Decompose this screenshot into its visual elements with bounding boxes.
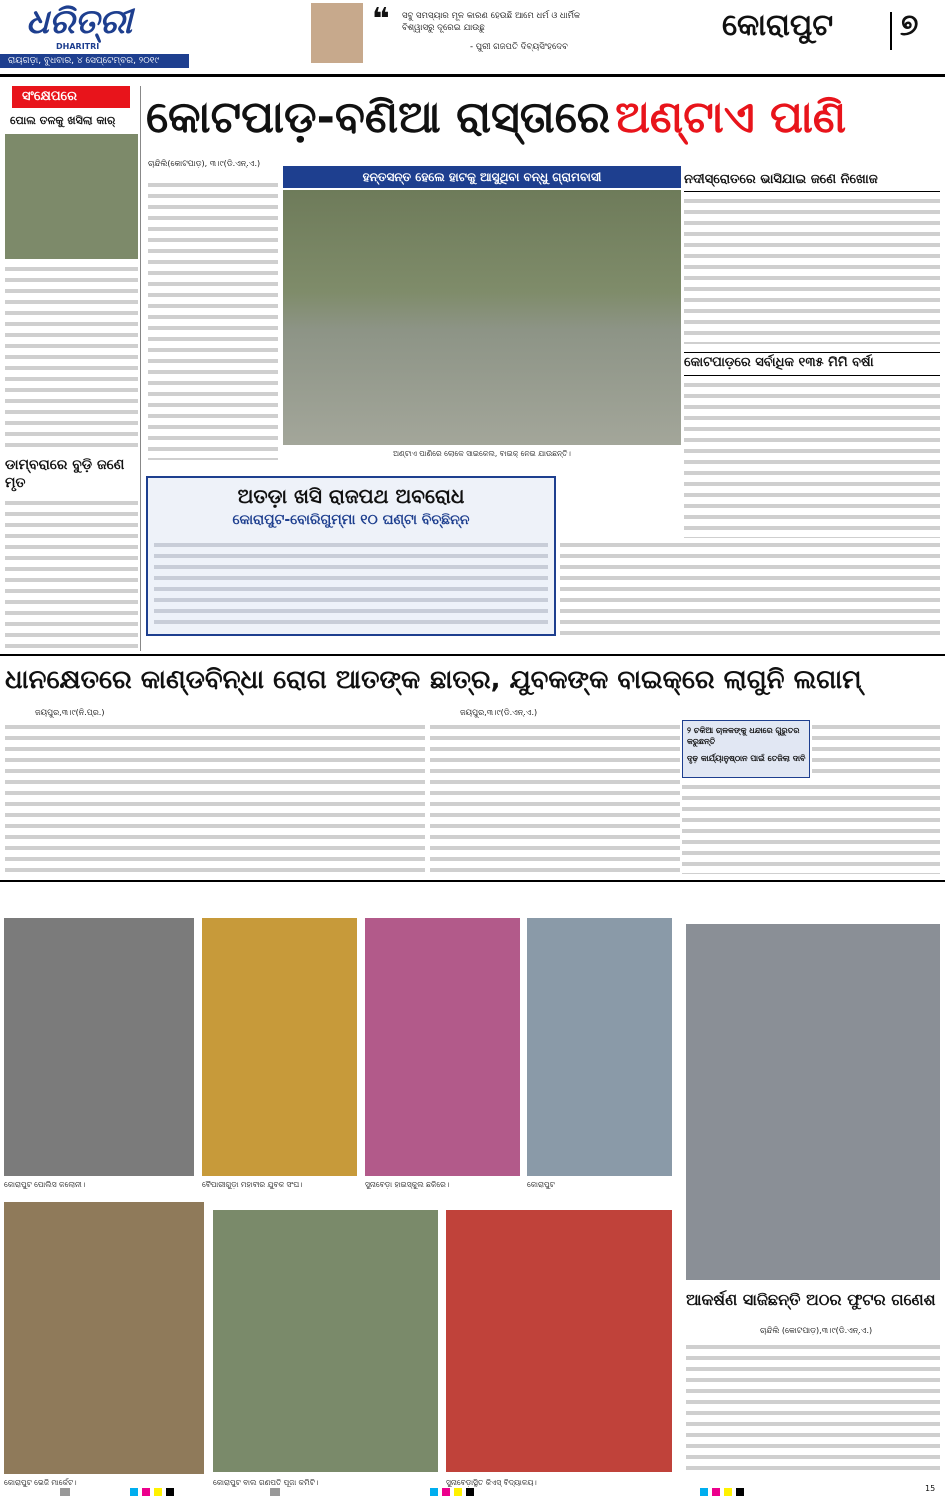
- lead-headline: [146, 84, 941, 154]
- section-divider: [890, 12, 892, 50]
- logo-sub: DHARITRI: [56, 42, 100, 51]
- story3-body: [684, 380, 940, 538]
- gallery-photo-4: [527, 918, 672, 1176]
- story3-headline: କୋଟପାଡ଼ରେ ସର୍ବାଧିକ ୧୩୫ ମିମି ବର୍ଷା: [684, 352, 940, 376]
- mid-left-body: [5, 722, 425, 872]
- mid-right-body-3: [812, 722, 940, 780]
- mid-right-headline: ଛାତ୍ର, ଯୁବକଙ୍କ ବାଇକ୍‌ରେ ଲାଗୁନି ଲଗାମ୍: [430, 665, 862, 695]
- mid-right-byline: ଜୟପୁର,୩।୯(ଡି.ଏନ୍.ଏ.): [460, 708, 538, 717]
- gallery-photo-3: [365, 918, 520, 1176]
- quote-text: ସବୁ ସମସ୍ୟାର ମୂଳ କାରଣ ହେଉଛି ଆମେ ଧର୍ମ ଓ ଧାର୍ମିକ ବିଶ୍ୱାସରୁ ଦୂରେଇ ଯାଉଛୁ: [402, 11, 581, 33]
- gallery-photo-7: [446, 1210, 672, 1472]
- box-subhead: କୋରାପୁଟ-ବୋରିଗୁମ୍ମା ୧୦ ଘଣ୍ଟା ବିଚ୍ଛିନ୍ନ: [232, 512, 470, 528]
- brief-1-body: [5, 264, 138, 452]
- reg-mark-6: [270, 1488, 280, 1496]
- mid-bullet-box: [682, 720, 810, 778]
- gallery-caption-7: ସୁନାବେଡ଼ାସ୍ଥିତ କିଏସ୍ ବିଦ୍ୟାଳୟ।: [446, 1478, 537, 1487]
- masthead-rule: [0, 74, 945, 77]
- reg-mark-1: [60, 1488, 70, 1496]
- gallery-photo-2: [202, 918, 357, 1176]
- lead-body: [148, 180, 278, 460]
- box-headline: ଅତଡ଼ା ଖସି ରାଜପଥ ଅବରୋଧ: [237, 484, 465, 508]
- gallery-caption-4: କୋରାପୁଟ: [527, 1180, 555, 1189]
- gallery-caption-3: ସୁନାବେଡ଼ା ହାଇସ୍କୁଲ ଛକିରେ।: [365, 1180, 450, 1189]
- box-story: [146, 476, 556, 636]
- reg-mark-13: [724, 1488, 732, 1496]
- lead-headline-black: କୋଟପାଡ଼-ବଣିଆ ରାସ୍ତାରେ: [146, 92, 611, 143]
- feature-byline: ଚାନ୍ଦିଲି (କୋଟପାଡ଼),୩।୯(ଡି.ଏନ୍.ଏ.): [760, 1326, 873, 1335]
- mid-left-headline: ଧାନକ୍ଷେତରେ କାଣ୍ଡବିନ୍ଧା ରୋଗ ଆତଙ୍କ: [5, 665, 421, 695]
- mid-right-body-2: [682, 782, 940, 874]
- brief-tag: ସଂକ୍ଷେପରେ: [12, 86, 130, 108]
- section-name: କୋରାପୁଟ: [722, 8, 834, 43]
- lead-photo-flood: [283, 190, 681, 445]
- color-registration-marks: [0, 1484, 945, 1498]
- quote-icon: ❝: [372, 2, 390, 37]
- reg-mark-4: [154, 1488, 162, 1496]
- section-rule-1: [0, 654, 945, 656]
- brief-headline-1: ପୋଲ ତଳକୁ ଖସିଲା କାର୍: [10, 114, 116, 127]
- gallery-photo-6: [213, 1210, 438, 1472]
- brief-headline-2: ଡାମ୍ବରାରେ ବୁଡ଼ି ଜଣେ ମୃତ: [5, 457, 125, 491]
- story2-body: [684, 196, 940, 344]
- lead-byline: ଚାନ୍ଦିଲି(କୋଟପାଡ଼), ୩।୯(ଡି.ଏନ୍.ଏ.): [148, 159, 261, 168]
- dateline: ରାୟଗଡ଼ା, ବୁଧବାର, ୪ ସେପ୍ଟେମ୍ବର, ୨୦୧୯: [0, 54, 189, 68]
- reg-mark-8: [442, 1488, 450, 1496]
- bullet-1: ୨ ଚକିଆ ଚାଳକଙ୍କୁ ଧନ୍ଦାରେ ଗୁରୁତର କରୁଛନ୍ତି: [687, 726, 800, 746]
- reg-mark-9: [454, 1488, 462, 1496]
- page-number: ୭: [900, 8, 919, 43]
- gallery-caption-5: କୋରାପୁଟ ଭେଜି ମାର୍କେଟ।: [4, 1478, 77, 1487]
- lead-body-cont: [560, 540, 940, 640]
- reg-mark-12: [712, 1488, 720, 1496]
- reg-mark-7: [430, 1488, 438, 1496]
- feature-photo: [686, 924, 940, 1280]
- mid-right-body: [430, 722, 680, 872]
- story2-headline: ନଦୀସ୍ରୋତରେ ଭାସିଯାଇ ଜଣେ ନିଖୋଜ: [684, 170, 940, 192]
- gallery-caption-2: ବୈପାରୀଗୁଡ଼ା ମହାବୀର ଯୁବକ ସଂଘ।: [202, 1180, 303, 1189]
- bullet-2: ଦୃଢ଼ କାର୍ଯ୍ୟାନୁଷ୍ଠାନ ପାଇଁ ତେଜିଲା ଦାବି: [687, 754, 806, 763]
- gallery-caption-1: କୋରାପୁଟ ପୋଲିସ କଲୋନୀ।: [4, 1180, 86, 1189]
- gallery-caption-6: କୋରାପୁଟ ବାଲ ଗଣପତି ପୂଜା କମିଟି।: [213, 1478, 319, 1487]
- reg-mark-10: [466, 1488, 474, 1496]
- reg-mark-2: [130, 1488, 138, 1496]
- feature-headline: ଆକର୍ଷଣ ସାଜିଛନ୍ତି ଅଠର ଫୁଟର ଗଣେଶ: [686, 1290, 936, 1309]
- box-body: [154, 540, 548, 630]
- brief-2-body: [5, 498, 138, 648]
- reg-mark-11: [700, 1488, 708, 1496]
- lead-photo-banner: ହନ୍ତସନ୍ତ ହେଲେ ହାଟକୁ ଆସୁଥିବା ବନ୍ଧୁ ଗ୍ରାମବାସୀ: [283, 166, 681, 188]
- gallery-photo-1: [4, 918, 194, 1176]
- gallery-photo-5: [4, 1202, 204, 1474]
- reg-mark-5: [166, 1488, 174, 1496]
- lead-headline-red: ଅଣ୍ଟାଏ ପାଣି: [615, 92, 847, 143]
- masthead: [0, 0, 945, 86]
- footer-page-number: 15: [925, 1484, 936, 1493]
- feature-body: [686, 1342, 940, 1477]
- logo: ଧରିତ୍ରୀ: [26, 2, 133, 42]
- mid-left-byline: ଜୟପୁର,୩।୯(ନି.ପ୍ର.): [35, 708, 105, 717]
- section-rule-2: [0, 880, 945, 882]
- brief-photo-car: [5, 134, 138, 259]
- reg-mark-14: [736, 1488, 744, 1496]
- brief-divider: [140, 86, 141, 651]
- reg-mark-3: [142, 1488, 150, 1496]
- quote-author: - ପୁରୀ ଗଜପତି ଦିବ୍ୟସିଂହଦେବ: [470, 42, 568, 52]
- author-portrait: [311, 3, 363, 63]
- lead-photo-caption: ଅଣ୍ଟାଏ ପାଣିରେ ଲୋକେ ସାଇକେଲ, ବାଇକ୍ ନେଇ ଯାଉଛନ୍ତି।: [393, 449, 571, 458]
